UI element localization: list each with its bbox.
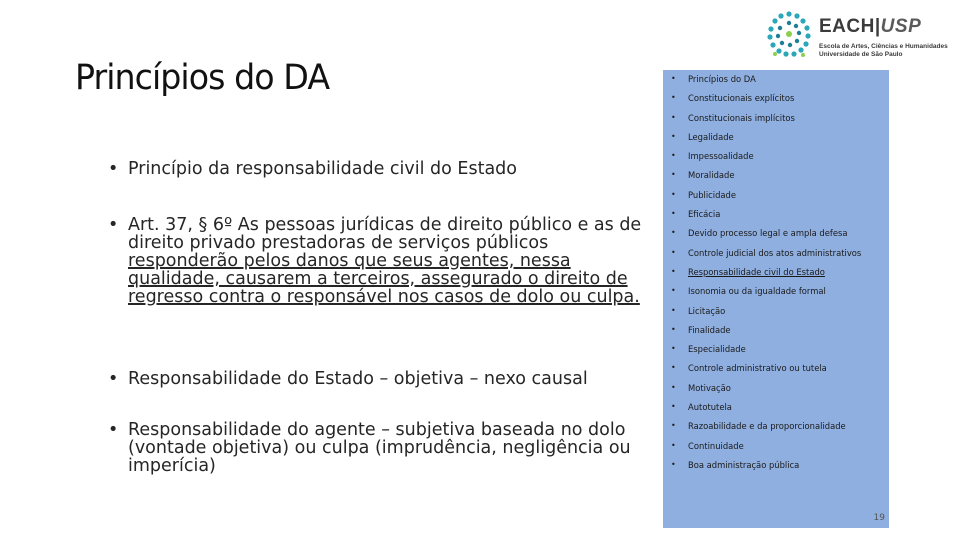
bullet-dot: • bbox=[108, 215, 119, 235]
principle-label: Motivação bbox=[688, 382, 731, 393]
bullet-dot: • bbox=[108, 159, 119, 179]
bullet-text: Responsabilidade do Estado – objetiva – nexo causal bbox=[128, 369, 588, 389]
principle-list-item bbox=[663, 324, 889, 343]
each-usp-logo bbox=[763, 6, 953, 66]
principle-list-item bbox=[663, 208, 889, 227]
art37-text: Art. 37, § 6º As pessoas jurídicas de direito público e as de direito privado prestadoras de serviços públicos bbox=[128, 215, 642, 253]
page-number: 19 bbox=[873, 513, 885, 523]
principle-label: Controle administrativo ou tutela bbox=[688, 363, 827, 374]
list-bullet: • bbox=[671, 170, 676, 180]
list-bullet: • bbox=[671, 93, 676, 103]
principle-list-item bbox=[663, 343, 889, 362]
list-bullet: • bbox=[671, 363, 676, 373]
principle-label: Devido processo legal e ampla defesa bbox=[688, 228, 848, 239]
principle-list-item bbox=[663, 285, 889, 304]
principle-list-item bbox=[663, 305, 889, 324]
principle-list-item bbox=[663, 131, 889, 150]
logo-wordmark: EACH|USP bbox=[819, 16, 922, 37]
list-bullet: • bbox=[671, 189, 676, 199]
bullet-item-agent-responsibility bbox=[108, 421, 653, 475]
principle-label: Licitação bbox=[688, 305, 726, 316]
principle-label: Publicidade bbox=[688, 189, 737, 200]
logo-each: EACH bbox=[819, 16, 875, 37]
bullet-item-state-responsibility bbox=[108, 370, 653, 388]
principle-label: Constitucionais implícitos bbox=[688, 112, 795, 123]
logo-subtitle: Escola de Artes, Ciências e Humanidades Universidade de São Paulo bbox=[819, 43, 948, 58]
list-bullet: • bbox=[671, 228, 676, 238]
principle-label: Moralidade bbox=[688, 170, 735, 181]
principle-label: Especialidade bbox=[688, 344, 746, 355]
principles-panel bbox=[663, 70, 889, 528]
principle-label: Finalidade bbox=[688, 324, 731, 335]
list-bullet: • bbox=[671, 286, 676, 296]
principle-label: Responsabilidade civil do Estado bbox=[688, 266, 825, 277]
list-bullet: • bbox=[671, 266, 676, 276]
bullet-text bbox=[128, 216, 653, 306]
each-emblem-icon bbox=[763, 8, 815, 60]
principle-label: Eficácia bbox=[688, 209, 721, 220]
principle-list-item bbox=[663, 112, 889, 131]
list-bullet: • bbox=[671, 402, 676, 412]
principle-list-item bbox=[663, 382, 889, 401]
bullet-dot: • bbox=[108, 369, 119, 389]
list-bullet: • bbox=[671, 421, 676, 431]
list-bullet: • bbox=[671, 112, 676, 122]
list-bullet: • bbox=[671, 131, 676, 141]
principle-label: Razoabilidade e da proporcionalidade bbox=[688, 421, 846, 432]
principle-list-item bbox=[663, 73, 889, 92]
principle-list-item bbox=[663, 150, 889, 169]
list-bullet: • bbox=[671, 459, 676, 469]
principle-label: Controle judicial dos atos administrativos bbox=[688, 247, 862, 258]
list-bullet: • bbox=[671, 151, 676, 161]
bullet-item-art37 bbox=[108, 216, 653, 306]
principle-list-item bbox=[663, 440, 889, 459]
bullet-dot: • bbox=[108, 420, 119, 440]
list-bullet: • bbox=[671, 209, 676, 219]
principle-label: Autotutela bbox=[688, 402, 732, 413]
bullet-text: Princípio da responsabilidade civil do Estado bbox=[128, 159, 517, 179]
principle-label: Princípios do DA bbox=[688, 74, 756, 84]
principle-label: Legalidade bbox=[688, 131, 734, 142]
principle-label: Isonomia ou da igualdade formal bbox=[688, 286, 826, 297]
principle-list-item bbox=[663, 227, 889, 246]
list-bullet: • bbox=[671, 344, 676, 354]
list-bullet: • bbox=[671, 440, 676, 450]
bullet-item-principle bbox=[108, 160, 653, 178]
art37-underlined-text: responderão pelos danos que seus agentes, nessa qualidade, causarem a terceiros, assegurado o direito de regresso contra o responsável nos casos de dolo ou culpa. bbox=[128, 251, 640, 307]
principles-list bbox=[663, 70, 889, 478]
principle-list-item bbox=[663, 169, 889, 188]
list-bullet: • bbox=[671, 324, 676, 334]
principle-list-item bbox=[663, 459, 889, 478]
principle-list-item bbox=[663, 247, 889, 266]
principle-label: Boa administração pública bbox=[688, 459, 800, 470]
list-bullet: • bbox=[671, 74, 676, 83]
principle-list-item bbox=[663, 189, 889, 208]
list-bullet: • bbox=[671, 382, 676, 392]
principle-list-item bbox=[663, 401, 889, 420]
principle-label: Constitucionais explícitos bbox=[688, 93, 795, 104]
logo-usp: USP bbox=[880, 16, 922, 37]
list-bullet: • bbox=[671, 305, 676, 315]
principle-label: Impessoalidade bbox=[688, 151, 754, 162]
slide-title: Princípios do DA bbox=[75, 58, 330, 98]
principle-list-item bbox=[663, 92, 889, 111]
principle-list-item bbox=[663, 266, 889, 285]
principle-list-item bbox=[663, 420, 889, 439]
bullet-text: Responsabilidade do agente – subjetiva baseada no dolo (vontade objetiva) ou culpa (imprudência, negligência ou imperícia) bbox=[128, 420, 631, 476]
list-bullet: • bbox=[671, 247, 676, 257]
principle-label: Continuidade bbox=[688, 440, 744, 451]
principle-list-item bbox=[663, 362, 889, 381]
